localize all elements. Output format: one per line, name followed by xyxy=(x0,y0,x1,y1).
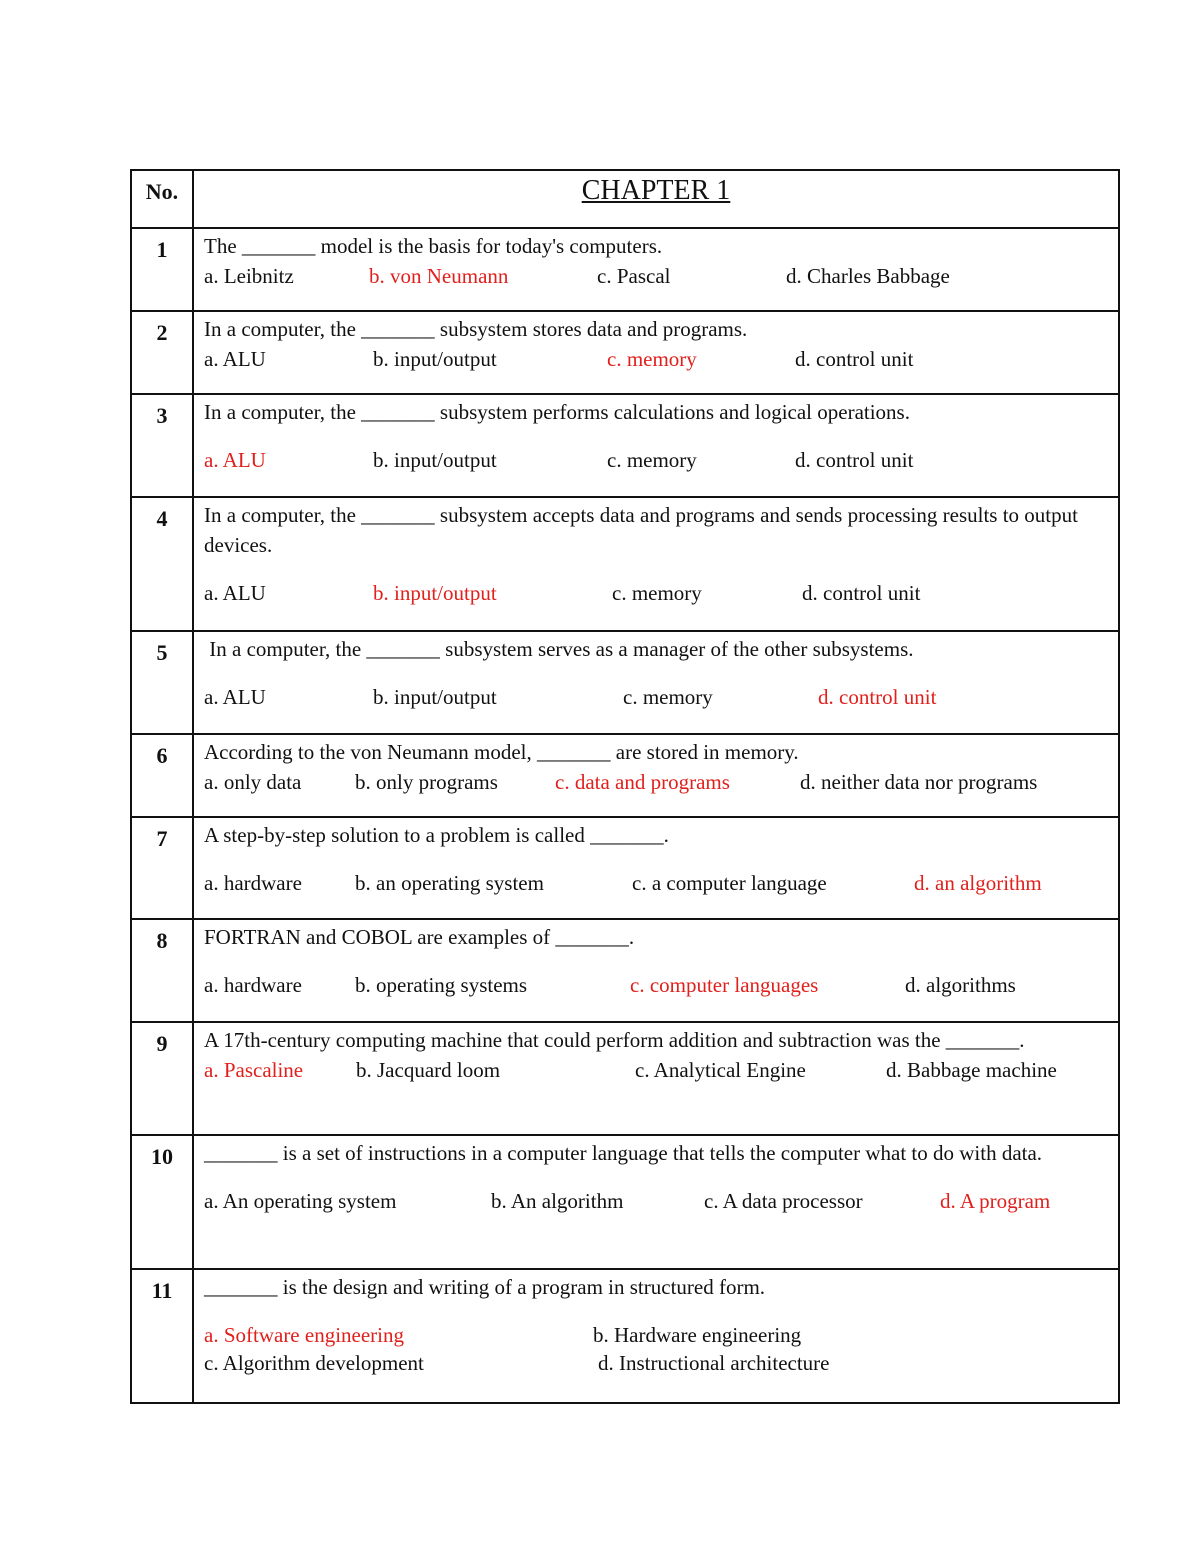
option-d: d. neither data nor programs xyxy=(800,770,1038,794)
question-stem: FORTRAN and COBOL are examples of _______. xyxy=(204,925,635,949)
options-row xyxy=(204,445,1108,475)
question-number: 2 xyxy=(131,311,193,394)
option-b-correct: b. von Neumann xyxy=(369,264,509,288)
option-c-correct: c. computer languages xyxy=(630,973,819,997)
option-a: a. hardware xyxy=(204,871,302,895)
question-cell xyxy=(193,311,1119,394)
question-cell xyxy=(193,1022,1119,1135)
question-row xyxy=(131,919,1119,1022)
question-number: 10 xyxy=(131,1135,193,1269)
question-stem: The _______ model is the basis for today's computers. xyxy=(204,234,663,258)
option-c: c. a computer language xyxy=(632,871,827,895)
option-b: b. input/output xyxy=(373,685,497,709)
no-column-header: No. xyxy=(131,170,193,228)
option-b: b. only programs xyxy=(355,770,498,794)
question-row xyxy=(131,228,1119,311)
option-a: a. ALU xyxy=(204,581,266,605)
header-row xyxy=(131,170,1119,228)
options-row xyxy=(204,682,1108,712)
chapter-title: CHAPTER 1 xyxy=(193,170,1119,228)
options-row xyxy=(204,1055,1108,1085)
question-row xyxy=(131,734,1119,817)
option-c-correct: c. memory xyxy=(607,347,697,371)
quiz-page xyxy=(130,169,1118,1404)
option-d: d. algorithms xyxy=(905,973,1016,997)
option-d-correct: d. A program xyxy=(940,1189,1051,1213)
options-row xyxy=(204,344,1108,374)
option-c: c. Pascal xyxy=(597,264,671,288)
question-cell xyxy=(193,631,1119,734)
question-stem: According to the von Neumann model, _______ are stored in memory. xyxy=(204,740,799,764)
question-cell xyxy=(193,734,1119,817)
option-b: b. operating systems xyxy=(355,973,528,997)
options-grid xyxy=(204,1320,1108,1380)
question-stem: A 17th-century computing machine that could perform addition and subtraction was the _______. xyxy=(204,1028,1025,1052)
option-d-correct: d. control unit xyxy=(818,685,937,709)
option-b: b. Hardware engineering xyxy=(593,1323,802,1347)
options-row xyxy=(204,261,1108,291)
question-stem: In a computer, the _______ subsystem stores data and programs. xyxy=(204,317,748,341)
question-cell xyxy=(193,919,1119,1022)
option-a-correct: a. Software engineering xyxy=(204,1323,405,1347)
option-b-correct: b. input/output xyxy=(373,581,497,605)
question-cell xyxy=(193,1135,1119,1269)
question-number: 8 xyxy=(131,919,193,1022)
option-c: c. memory xyxy=(623,685,713,709)
question-number: 7 xyxy=(131,817,193,919)
option-a-correct: a. ALU xyxy=(204,448,266,472)
question-cell xyxy=(193,228,1119,311)
question-row xyxy=(131,1269,1119,1403)
option-d: d. Babbage machine xyxy=(886,1058,1057,1082)
question-row xyxy=(131,1135,1119,1269)
question-stem: _______ is a set of instructions in a computer language that tells the computer what to do with data. xyxy=(204,1141,1043,1165)
option-c: c. memory xyxy=(612,581,702,605)
option-a-correct: a. Pascaline xyxy=(204,1058,304,1082)
question-stem: A step-by-step solution to a problem is called _______. xyxy=(204,823,669,847)
option-d-correct: d. an algorithm xyxy=(914,871,1042,895)
option-b: b. Jacquard loom xyxy=(356,1058,501,1082)
question-row xyxy=(131,817,1119,919)
option-c: c. A data processor xyxy=(704,1189,863,1213)
question-number: 6 xyxy=(131,734,193,817)
question-number: 1 xyxy=(131,228,193,311)
question-cell xyxy=(193,497,1119,631)
options-row xyxy=(204,868,1108,898)
question-stem: _______ is the design and writing of a program in structured form. xyxy=(204,1275,766,1299)
option-a: a. An operating system xyxy=(204,1189,397,1213)
option-b: b. an operating system xyxy=(355,871,544,895)
options-row xyxy=(204,970,1108,1000)
question-number: 3 xyxy=(131,394,193,497)
question-row xyxy=(131,1022,1119,1135)
question-number: 9 xyxy=(131,1022,193,1135)
option-c: c. Analytical Engine xyxy=(635,1058,806,1082)
option-d: d. control unit xyxy=(802,581,921,605)
question-cell xyxy=(193,1269,1119,1403)
question-stem: In a computer, the _______ subsystem performs calculations and logical operations. xyxy=(204,400,910,424)
options-row xyxy=(204,1186,1108,1216)
option-b: b. input/output xyxy=(373,347,497,371)
question-cell xyxy=(193,817,1119,919)
question-cell xyxy=(193,394,1119,497)
option-c: c. memory xyxy=(607,448,697,472)
question-number: 11 xyxy=(131,1269,193,1403)
question-row xyxy=(131,311,1119,394)
question-number: 5 xyxy=(131,631,193,734)
option-b: b. An algorithm xyxy=(491,1189,624,1213)
option-d: d. Instructional architecture xyxy=(598,1351,830,1375)
option-d: d. control unit xyxy=(795,347,914,371)
options-row xyxy=(204,578,1108,608)
question-stem: In a computer, the _______ subsystem serves as a manager of the other subsystems. xyxy=(204,637,914,661)
option-a: a. ALU xyxy=(204,347,266,371)
question-row xyxy=(131,631,1119,734)
option-c-correct: c. data and programs xyxy=(555,770,730,794)
quiz-table xyxy=(130,169,1120,1404)
option-a: a. Leibnitz xyxy=(204,264,294,288)
question-row xyxy=(131,394,1119,497)
question-stem: In a computer, the _______ subsystem accepts data and programs and sends processing results to output devices. xyxy=(204,503,1078,557)
options-row xyxy=(204,767,1108,797)
option-a: a. hardware xyxy=(204,973,302,997)
option-a: a. only data xyxy=(204,770,302,794)
question-row xyxy=(131,497,1119,631)
option-b: b. input/output xyxy=(373,448,497,472)
option-a: a. ALU xyxy=(204,685,266,709)
question-number: 4 xyxy=(131,497,193,631)
option-d: d. control unit xyxy=(795,448,914,472)
option-d: d. Charles Babbage xyxy=(786,264,950,288)
option-c: c. Algorithm development xyxy=(204,1351,424,1375)
